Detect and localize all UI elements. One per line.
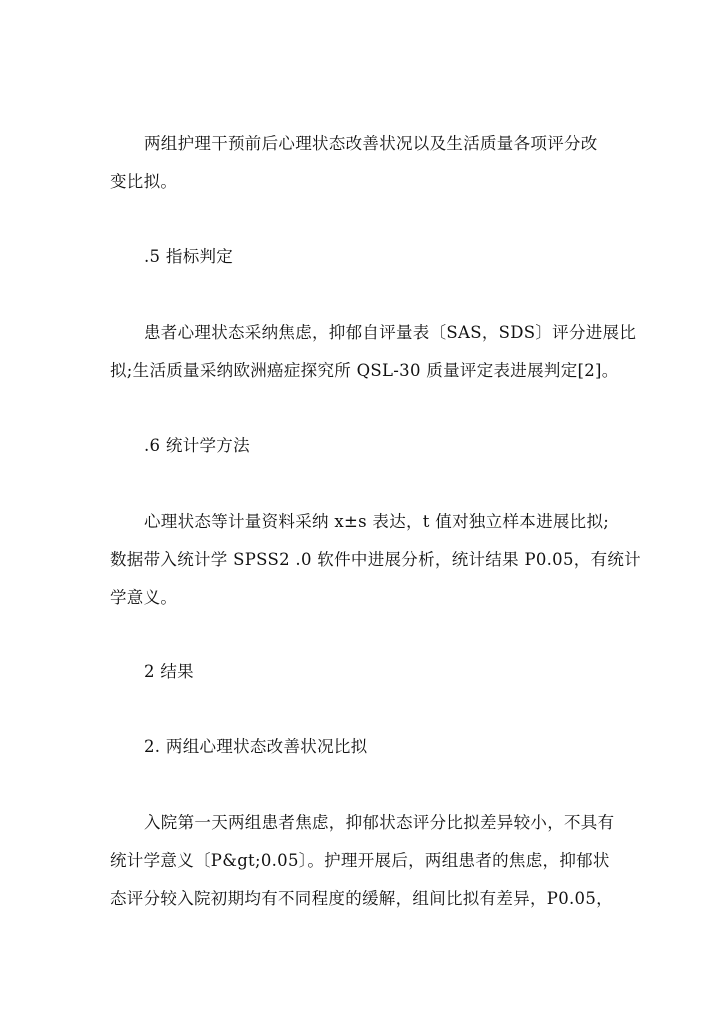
section-heading-statistical-methods	[110, 427, 630, 465]
text-line: 学意义。	[110, 588, 178, 607]
section-heading-results	[110, 653, 630, 691]
text-line: 心理状态等计量资料采纳 x±s 表达，t 值对独立样本进展比拟;	[144, 512, 610, 531]
text-line: 统计学意义〔P&gt;0.05〕。护理开展后，两组患者的焦虑，抑郁状	[110, 851, 610, 870]
text-line: 数据带入统计学 SPSS2 .0 软件中进展分析，统计结果 P0.05，有统计	[110, 550, 641, 569]
text-line: 入院第一天两组患者焦虑，抑郁状态评分比拟差异较小，不具有	[144, 813, 615, 832]
text-line: 态评分较入院初期均有不同程度的缓解，组间比拟有差异，P0.05，	[110, 889, 613, 908]
heading-text: .6 统计学方法	[144, 436, 250, 455]
paragraph-psychological-status-results	[110, 804, 630, 918]
text-line: 两组护理干预前后心理状态改善状况以及生活质量各项评分改	[144, 134, 598, 153]
subsection-heading-psychological-status	[110, 728, 630, 766]
paragraph-indicator-judgment	[110, 314, 637, 390]
heading-text: 2. 两组心理状态改善状况比拟	[144, 737, 368, 756]
text-line: 患者心理状态采纳焦虑，抑郁自评量表〔SAS，SDS〕评分进展比	[144, 323, 637, 342]
heading-text: .5 指标判定	[144, 247, 234, 266]
paragraph-intervention-comparison	[110, 125, 630, 201]
paragraph-statistical-methods	[110, 503, 641, 617]
text-line: 拟;生活质量采纳欧洲癌症探究所 QSL-30 质量评定表进展判定[2]。	[110, 361, 619, 380]
text-line: 变比拟。	[110, 172, 178, 191]
section-heading-indicator-judgment	[110, 238, 630, 276]
heading-text: 2 结果	[144, 662, 194, 681]
